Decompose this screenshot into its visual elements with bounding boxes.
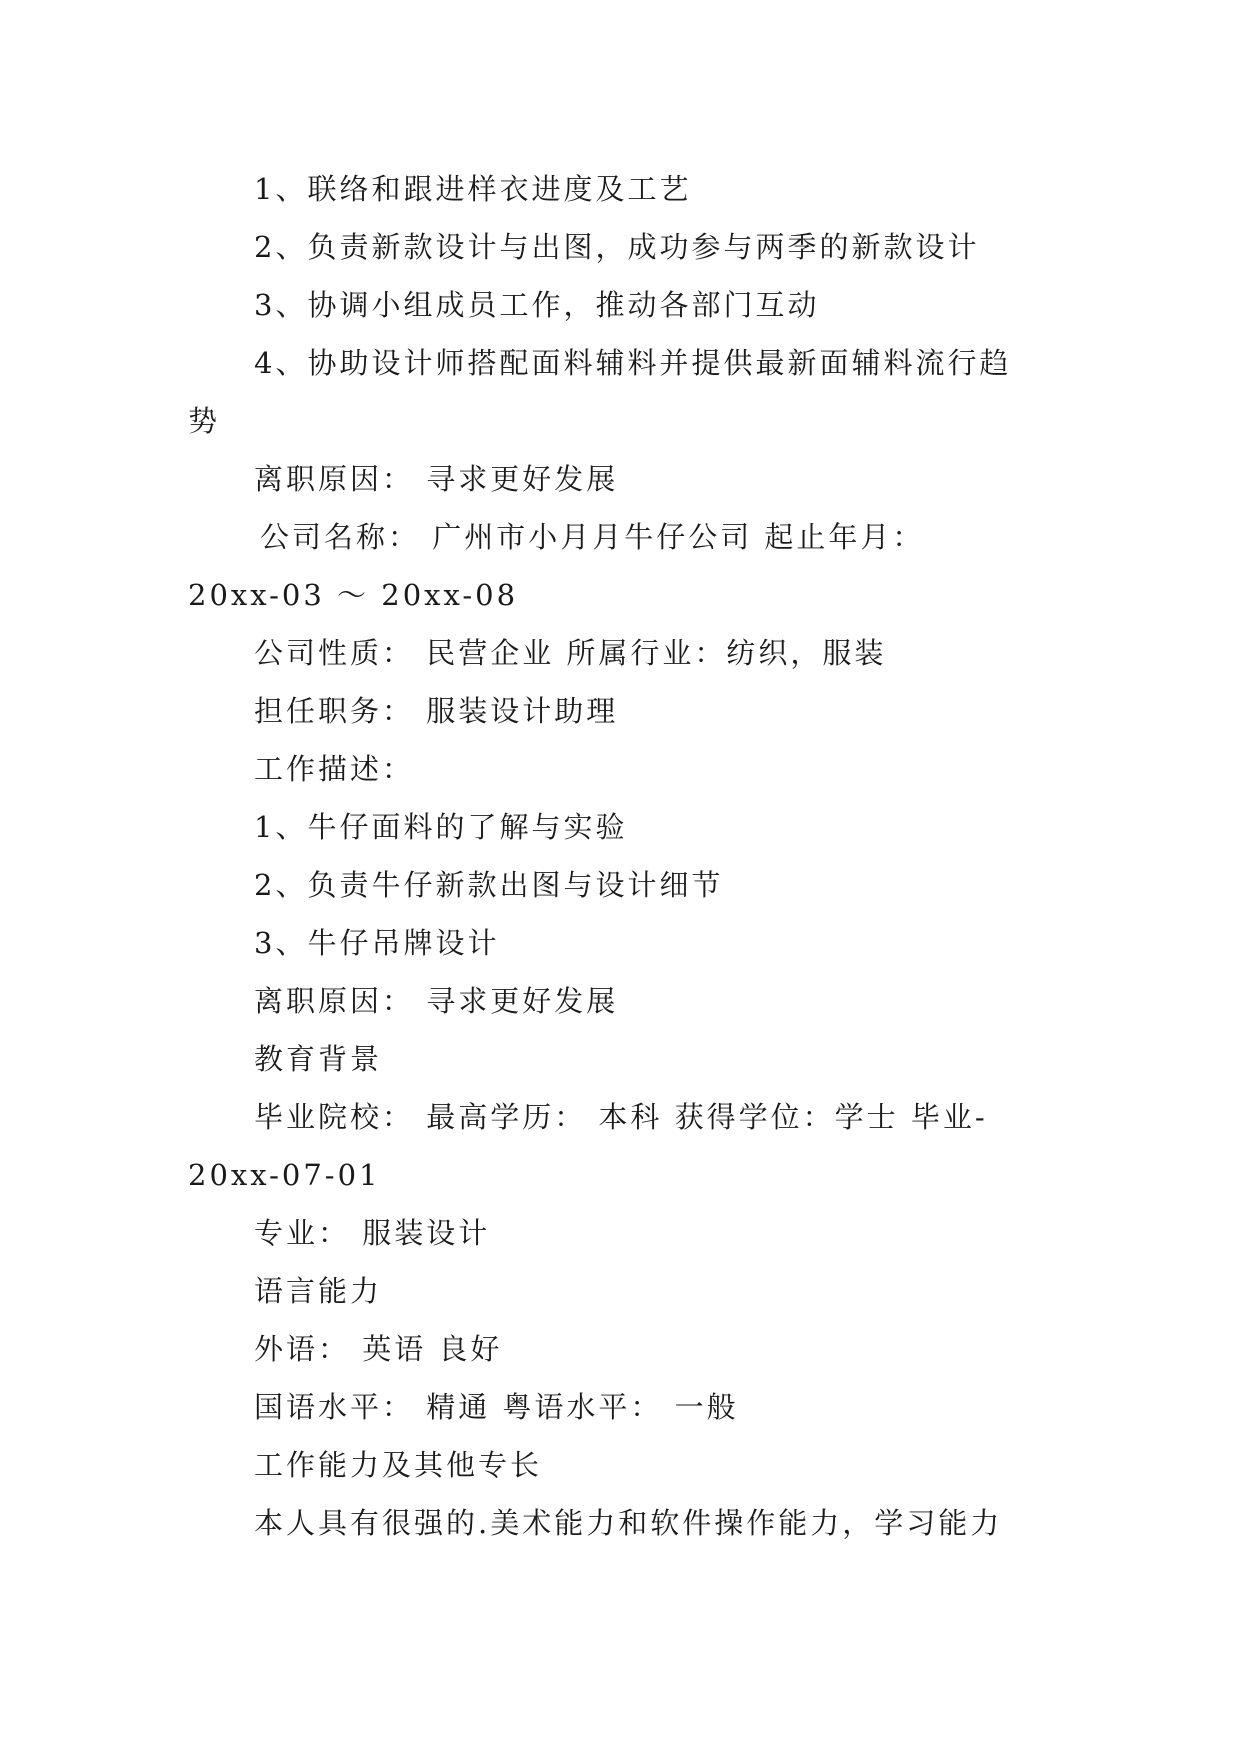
duty-item-1: 1、联络和跟进样衣进度及工艺 [254, 172, 692, 206]
company-name: 公司名称： 广州市小月月牛仔公司 起止年月： [260, 520, 925, 554]
job-title: 担任职务： 服装设计助理 [254, 694, 619, 728]
duty-item-3: 3、协调小组成员工作，推动各部门互动 [254, 288, 820, 322]
description-item-1: 1、牛仔面料的了解与实验 [254, 810, 628, 844]
document-body [188, 160, 1058, 1552]
language-heading: 语言能力 [254, 1274, 383, 1308]
leave-reason-2: 离职原因： 寻求更好发展 [254, 984, 619, 1018]
description-item-3: 3、牛仔吊牌设计 [254, 926, 500, 960]
company-type: 公司性质： 民营企业 所属行业：纺织，服装 [254, 636, 887, 670]
foreign-language: 外语： 英语 良好 [254, 1332, 503, 1366]
job-description-heading: 工作描述： [254, 752, 415, 786]
graduation-date: 20xx-07-01 [188, 1158, 381, 1192]
education-heading: 教育背景 [254, 1042, 383, 1076]
education-details: 毕业院校： 最高学历： 本科 获得学位：学士 毕业- [254, 1100, 988, 1134]
employment-period: 20xx-03 ～ 20xx-08 [188, 578, 519, 612]
major: 专业： 服装设计 [254, 1216, 491, 1250]
duty-item-4: 4、协助设计师搭配面料辅料并提供最新面辅料流行趋 [254, 346, 1012, 380]
duty-item-2: 2、负责新款设计与出图，成功参与两季的新款设计 [254, 230, 980, 264]
description-item-2: 2、负责牛仔新款出图与设计细节 [254, 868, 724, 902]
duty-item-4-continuation: 势 [188, 404, 221, 438]
skills-heading: 工作能力及其他专长 [254, 1448, 543, 1482]
skills-description: 本人具有很强的.美术能力和软件操作能力，学习能力 [254, 1506, 1003, 1540]
dialect-levels: 国语水平： 精通 粤语水平： 一般 [254, 1390, 739, 1424]
leave-reason: 离职原因： 寻求更好发展 [254, 462, 619, 496]
